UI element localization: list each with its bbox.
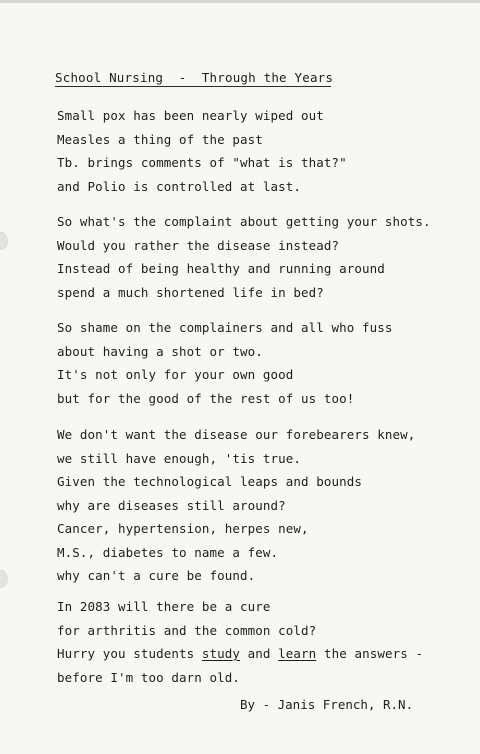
line-text: and [240,646,279,661]
poem-line: Small pox has been nearly wiped out [57,108,324,123]
poem-line: why can't a cure be found. [57,568,256,583]
page-top-edge [0,0,480,3]
poem-line: spend a much shortened life in bed? [57,284,324,300]
underlined-word-learn: learn [278,646,317,661]
poem-line: Given the technological leaps and bounds [57,474,363,489]
punch-hole [0,570,8,588]
poem-line: but for the good of the rest of us too! [57,390,355,406]
poem-line: we still have enough, 'tis true. [57,450,302,466]
poem-line: Instead of being healthy and running around [57,261,385,276]
poem-line: Tb. brings comments of "what is that?" [57,155,347,170]
poem-line: and Polio is controlled at last. [57,178,302,194]
poem-line: Cancer, hypertension, herpes new, [57,521,309,536]
stanza-2 [57,210,431,304]
stanza-3 [57,316,393,410]
poem-line: So shame on the complainers and all who fuss [57,320,393,335]
line-text: Hurry you students [57,646,202,661]
poem-line: Would you rather the disease instead? [57,237,340,253]
poem-line: It's not only for your own good [57,367,294,382]
stanza-4 [57,423,415,588]
poem-line: before I'm too darn old. [57,669,241,685]
author-signature: By - Janis French, R.N. [240,697,414,712]
underlined-word-study: study [201,646,241,661]
stanza-1 [57,104,347,198]
poem-line: why are diseases still around? [57,497,286,513]
poem-line: We don't want the disease our forebearers knew, [57,427,416,442]
poem-line: about having a shot or two. [57,343,263,359]
poem-line: Measles a thing of the past [57,131,263,147]
poem-line: for arthritis and the common cold? [57,622,317,638]
stanza-5 [57,595,423,689]
poem-title: School Nursing - Through the Years [55,70,334,85]
poem-title-block [55,70,333,87]
poem-line: So what's the complaint about getting your shots. [57,214,431,229]
punch-hole [0,232,8,250]
poem-line: M.S., diabetes to name a few. [57,544,279,560]
line-text: the answers - [316,646,424,661]
title-underline [55,86,331,87]
poem-line: In 2083 will there be a cure [57,599,271,614]
poem-line-with-underlines [57,642,423,666]
